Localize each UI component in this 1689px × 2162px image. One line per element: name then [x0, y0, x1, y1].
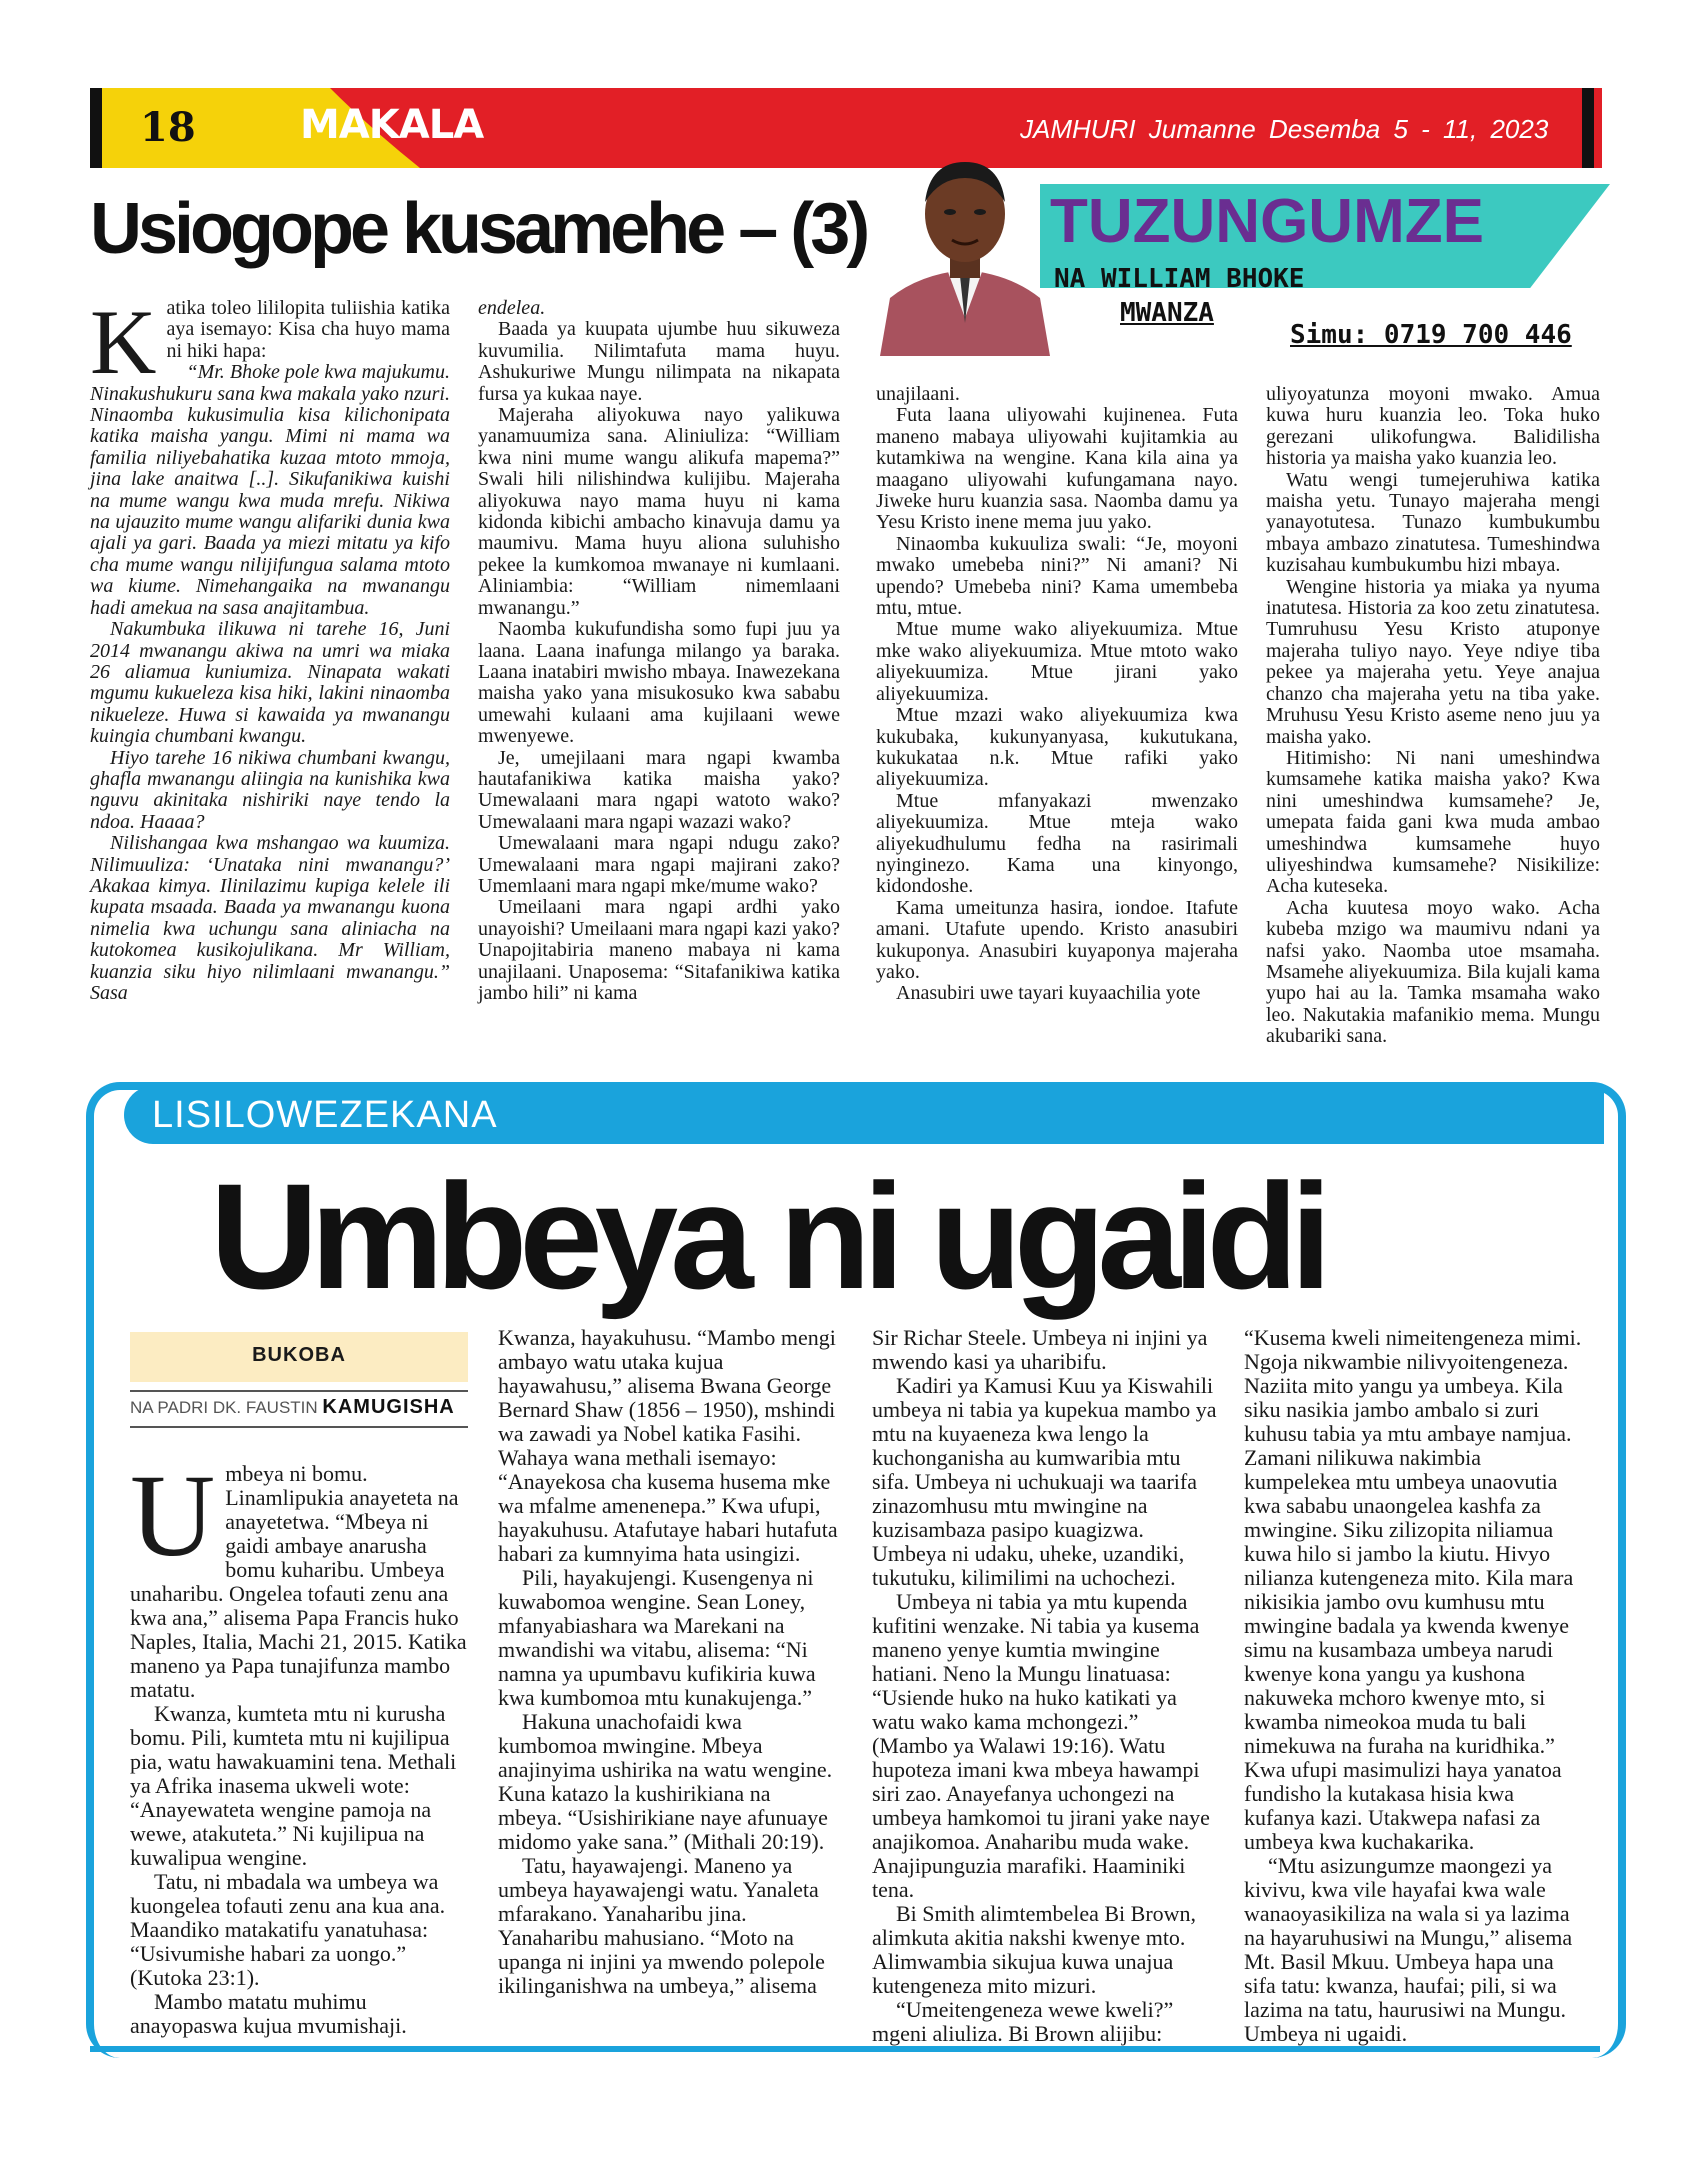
article2-byline: [130, 1396, 455, 1419]
header-right-stripe: [1582, 88, 1594, 168]
paragraph: “Umeitengeneza wewe kweli?” mgeni aliuliza. Bi Brown alijibu:: [872, 1997, 1174, 2046]
paragraph: Naomba kukufundisha somo fupi juu ya laana. Laana inafunga milango ya baraka. Laana inatabiri mwisho mbaya. Inawezekana maisha yako yana misukosuko kwa sababu umewahi kulaani ama kujilaani wewe mwenyewe.: [478, 618, 840, 748]
paragraph: Anasubiri uwe tayari kuyaachilia yote: [896, 982, 1201, 1005]
paragraph: Futa laana uliyowahi kujinenea. Futa maneno mabaya uliyowahi kujitamkia au kutamkiwa na wengine. Kana kila aina ya maagano uliyowahi kufungamana nayo. Jiweke huru kuanzia sasa. Naomba damu ya Yesu Kristo inene mema juu yako.: [876, 404, 1238, 534]
byline-prefix: NA PADRI DK. FAUSTIN: [130, 1398, 318, 1417]
paragraph: Kwanza, kumteta mtu ni kurusha bomu. Pili, kumteta mtu ni kujilipua pia, watu hawakuamini tena. Methali ya Afrika inasema ukweli wote: “Anayewateta wengine pamoja na wewe, atakuteta.” Ni kujilipua na kuwalipua wengine.: [130, 1701, 457, 1870]
article2-column-2: [498, 1326, 838, 1998]
paragraph: Hitimisho: Ni nani umeshindwa kumsamehe katika maisha yako? Kwa nini umeshindwa kumsamehe? Je, umepata faida gani kwa muda ambao umeshindwa kumsamehe huyo uliyeshindwa kumsamehe? Nisikilize: Acha kuteseka.: [1266, 746, 1600, 898]
byline-rule-top: [130, 1390, 468, 1392]
paragraph: Mtue mume wako aliyekuumiza. Mtue mke wako aliyekuumiza. Mtue mtoto wako aliyekuumiza. Mtue jirani yako aliyekuumiza.: [876, 618, 1238, 705]
paragraph: Wengine historia ya miaka ya nyuma inatutesa. Historia za koo zetu zinatutesa. Tumruhusu Yesu Kristo atuponye majeraha tuliyo nayo. Yeye ndiye tiba pekee ya majeraha yetu. Yeye anajua chanzo cha majeraha yetu na tiba yake. Mruhusu Yesu Kristo aseme neno juu ya maisha yako.: [1266, 575, 1600, 748]
article1-column-2: [478, 298, 840, 1004]
paragraph: Hakuna unachofaidi kwa kumbomoa mwingine. Mbeya anajinyima ushirika na watu wengine. Kuna katazo la kushirikiana na mbeya. “Usishirikiane naye afunuaye midomo yake sana.” (Mithali 20:19).: [498, 1709, 833, 1854]
paragraph: Ninaomba kukuuliza swali: “Je, moyoni mwako umebeba nini?” Ni amani? Ni upendo? Umebeba nini? Kama umembeba mtu, mtue.: [876, 532, 1238, 620]
paragraph: Bi Smith alimtembelea Bi Brown, alimkuta akitia nakshi kwenye mto. Alimwambia sikujua kuwa unajua kutengeneza mito mizuri.: [872, 1901, 1197, 1998]
paragraph: Kama umeitunza hasira, iondoe. Itafute amani. Utafute upendo. Kristo anasubiri kukuponya. Anasubiri kuyaponya majeraha yako.: [876, 896, 1238, 983]
paragraph: Nilishangaa kwa mshangao wa kuumiza. Nilimuuliza: ‘Unataka nini mwanangu?’ Akakaa kimya. Ilinilazimu kupiga kelele ili kupata msaada. Baada ya mwanangu kuona nimelia kwa uchungu sana aliniacha na kutokomea kusikojulikana. Mr William, kuanzia siku hiyo nilimlaani mwanangu.” Sasa: [90, 832, 450, 1004]
paragraph: Nakumbuka ilikuwa ni tarehe 16, Juni 2014 mwanangu akiwa na umri wa miaka 26 aliamua kuniumiza. Ninapata wakati mgumu kukueleza kisa hiki, lakini ninaomba nikueleze. Huwa si kawaida ya mwanangu kuingia chumbani kwangu.: [90, 618, 450, 748]
drop-cap: K: [90, 291, 157, 393]
paragraph: Je, umejilaani mara ngapi kwamba hautafanikiwa katika maisha yako? Umewalaani mara ngapi watoto wako? Umewalaani mara ngapi wazazi wako?: [478, 746, 840, 833]
author-portrait: [880, 148, 1050, 356]
article1-column-1: [90, 291, 450, 1004]
paragraph: Umewalaani mara ngapi ndugu zako? Umewalaani mara ngapi majirani zako? Umemlaani mara ngapi mke/mume wako?: [478, 832, 840, 897]
paragraph: “Kusema kweli nimeitengeneza mimi. Ngoja nikwambie nilivyoitengeneza. Naziita mito yangu ya umbeya. Kila siku nasikia jambo ambalo si zuri kuhusu tabia ya mtu ambaye namjua. Zamani nilikuwa nakimbia kumpelekea mtu umbeya unaovutia kwa sababu unaongelea kashfa za mwingine. Siku zilizopita niliamua kuwa hilo si jambo la kiutu. Hivyo nilianza kutengeneza mito. Kila mara nikisikia jambo ovu kumhusu mtu mwingine badala ya kwenda kwenye simu na kusambaza umbeya narudi kwenye kona yangu ya kushona nakuweka mchoro kwenye mto, si kwamba nimeokoa muda tu bali nimekuwa na furaha na kuridhika.” Kwa ufupi masimulizi haya yanatoa fundisho la kutakasa hisia kwa kufanya kazi. Utakwepa nafasi za umbeya kwa kuchakarika.: [1244, 1325, 1582, 1854]
article2-column-1: [130, 1450, 470, 2038]
article2-column-4: [1244, 1326, 1590, 2046]
byline-location: MWANZA: [1120, 298, 1214, 328]
page-number: 18: [140, 104, 196, 151]
paragraph: Umeilaani mara ngapi ardhi yako unayoishi? Umeilaani mara ngapi kazi yako? Unapojitabiria maneno mabaya ni kama unajilaani. Unaposema: “Sitafanikiwa katika jambo hili” ni kama: [478, 896, 840, 1004]
article1-column-4: [1266, 384, 1600, 1048]
issue-dateline: JAMHURI Jumanne Desemba 5 - 11, 2023: [1020, 114, 1549, 144]
section-name: MAKALA: [300, 102, 484, 148]
paragraph: Umbeya ni tabia ya mtu kupenda kufitini wenzake. Ni tabia ya kusema maneno yenye kumtia mwingine hatiani. Neno la Mungu linatuasa: “Usiende huko na huko katikati ya watu wako kama mchongezi.” (Mambo ya Walawi 19:16). Watu hupoteza imani kwa mbeya hawampi siri zao. Anayefanya uchongezi na umbeya hamkomoi tu jirani yake naye anajikomoa. Anaharibu muda wake. Anajipunguzia marafiki. Haaminiki tena.: [872, 1589, 1210, 1902]
paragraph: Hiyo tarehe 16 nikiwa chumbani kwangu, ghafla mwanangu aliingia na kunishika kwa nguvu akinitaka nishiriki naye tendo la ndoa. Haaaa?: [90, 746, 450, 833]
article2-label: LISILOWEZEKANA: [152, 1094, 498, 1136]
paragraph: Mtue mzazi wako aliyekuumiza kwa kukubaka, kukunyanyasa, kukutukana, kukukataa n.k. Mtue rafiki yako aliyekuumiza.: [876, 704, 1238, 791]
article2-column-3: [872, 1326, 1218, 2046]
byline-name: KAMUGISHA: [322, 1396, 455, 1418]
paragraph: mbeya ni bomu. Linamlipukia anayeteta na anayetetwa. “Mbeya ni gaidi ambaye anarusha bomu kuharibu. Umbeya unaharibu. Ongelea tofauti zenu ana kwa ana,” alisema Papa Francis huko Naples, Italia, Machi 21, 2015. Katika maneno ya Papa tunajifunza mambo matatu.: [130, 1461, 467, 1702]
header-yellow-block: [90, 88, 330, 168]
byline-author: NA WILLIAM BHOKE: [1054, 264, 1305, 294]
header-left-stripe: [90, 88, 102, 168]
article2-headline: Umbeya ni ugaidi: [210, 1152, 1324, 1320]
bottom-rule: [90, 2046, 1600, 2052]
paragraph: Mambo matatu muhimu anayopaswa kujua mvumishaji.: [130, 1989, 407, 2038]
column-byline: [1054, 262, 1304, 330]
paragraph: Mtue mfanyakazi mwenzako aliyekuumiza. Mtue mteja wako aliyekudhulumu fedha na rasirimali nyinginezo. Kama una kinyongo, kidondoshe.: [876, 789, 1238, 898]
paragraph: Sir Richar Steele. Umbeya ni injini ya mwendo kasi ya uharibifu.: [872, 1325, 1208, 1374]
paragraph: endelea.: [478, 297, 546, 319]
paragraph: Kwanza, hayakuhusu. “Mambo mengi ambayo watu utaka kujua hayawahusu,” alisema Bwana George Bernard Shaw (1856 – 1950), mshindi wa zawadi ya Nobel katika Fasihi. Wahaya wana methali isemayo: “Anayekosa cha kusema husema mke wa mfalme amenenepa.” Kwa ufupi, hayakuhusu. Atafutaye habari hutafuta habari za kumnyima hata usingizi.: [498, 1325, 838, 1566]
paragraph: uliyoyatunza moyoni mwako. Amua kuwa huru kuanzia leo. Toka huko gerezani ulikofungwa. Balidilisha historia ya maisha yako kuanzia leo.: [1266, 383, 1600, 470]
paragraph: “Mr. Bhoke pole kwa majukumu. Ninakushukuru sana kwa makala yako nzuri. Ninaomba kukusimulia kisa kilichonipata katika maisha yangu. Mimi ni mama wa familia niliyebahatika kuzaa mtoto mmoja, jina lake anaitwa [..]. Sikufanikiwa kuishi na mume wangu kwa muda mrefu. Nikiwa na ujauzito mume wangu alifariki dunia kwa ajali ya gari. Baada ya miezi mitatu ya kifo cha mume wangu nilijifungua salama mtoto wa kiume. Nimehangaika na mwanangu hadi amekua na sasa anajitambua.: [90, 361, 450, 619]
paragraph: Tatu, ni mbadala wa umbeya wa kuongelea tofauti zenu ana kua ana. Maandiko matakatifu yanatuhasa: “Usivumishe habari za uongo.” (Kutoka 23:1).: [130, 1869, 446, 1990]
article1-column-3: [876, 384, 1238, 1005]
paragraph: Majeraha aliyokuwa nayo yalikuwa yanamuumiza sana. Aliniuliza: “William kwa nini mume wangu alikufa mapema?” Swali hili nilishindwa kulijibu. Majeraha aliyokuwa nayo mama huyu ni kama kidonda kibichi ambacho kinavuja damu ya maumivu. Mama huyu aliona suluhisho pekee la kumkomoa mwanaye ni kumlaani. Aliniambia: “William nimemlaani mwanangu.”: [478, 404, 840, 619]
column-name: TUZUNGUMZE: [1050, 187, 1484, 256]
paragraph: “Mtu asizungumze maongezi ya kivivu, kwa vile hayafai kwa wale wanaoyasikiliza na wala si ya lazima na hayaruhusiwi na Mungu,” alisema Mt. Basil Mkuu. Umbeya hapa una sifa tatu: kwanza, haufai; pili, si wa lazima na tatu, haurusiwi na Mungu. Umbeya ni ugaidi.: [1244, 1853, 1573, 2046]
article2-dateline: BUKOBA: [252, 1344, 346, 1366]
paragraph: atika toleo lililopita tuliishia katika aya isemayo: Kisa cha huyo mama ni hiki hapa:: [166, 297, 450, 362]
paragraph: Kadiri ya Kamusi Kuu ya Kiswahili umbeya ni tabia ya kupekua mambo ya mtu na kuyaeneza kwa lengo la kuchonganisha au kumwaribia mtu sifa. Umbeya ni uchukuaji wa taarifa zinazomhusu mtu mwingine na kuzisambaza pasipo kuagizwa. Umbeya ni udaku, uheke, uzandiki, tukutuku, kilimilimi na uchochezi.: [872, 1373, 1217, 1590]
paragraph: Pili, hayakujengi. Kusengenya ni kuwabomoa wengine. Sean Loney, mfanyabiashara wa Marekani na mwandishi wa vitabu, alisema: “Ni namna ya upumbavu kufikiria kuwa kwa kumbomoa mtu kunakujenga.”: [498, 1565, 816, 1710]
paragraph: unajilaani.: [876, 383, 960, 405]
author-phone: Simu: 0719 700 446: [1290, 320, 1572, 350]
drop-cap: U: [130, 1450, 216, 1581]
article-headline: Usiogope kusamehe – (3): [90, 189, 867, 269]
paragraph: Tatu, hayawajengi. Maneno ya umbeya hayawajengi watu. Yanaleta mfarakano. Yanaharibu jina. Yanaharibu mahusiano. “Moto na upanga ni injini ya mwendo polepole ikilinganishwa na umbeya,” alisema: [498, 1853, 825, 1998]
byline-rule-bottom: [130, 1426, 468, 1428]
paragraph: Baada ya kuupata ujumbe huu sikuweza kuvumilia. Nilimtafuta mama huyu. Ashukuriwe Mungu nilimpata na nikapata fursa ya kukaa naye.: [478, 318, 840, 405]
paragraph: Acha kuutesa moyo wako. Acha kubeba mzigo wa maumivu ndani ya nafsi yako. Naomba utoe msamaha. Msamehe aliyekuumiza. Bila kujali kama yupo hai au la. Tamka msamaha wako leo. Nakutakia mafanikio mema. Mungu akubariki sana.: [1266, 896, 1600, 1048]
paragraph: Watu wengi tumejeruhiwa katika maisha yetu. Tunayo majeraha mengi yanayotutesa. Tunazo kumbukumbu mbaya ambazo zinatutesa. Tumeshindwa kuzisahau kumbukumbu hizi mbaya.: [1266, 468, 1600, 577]
